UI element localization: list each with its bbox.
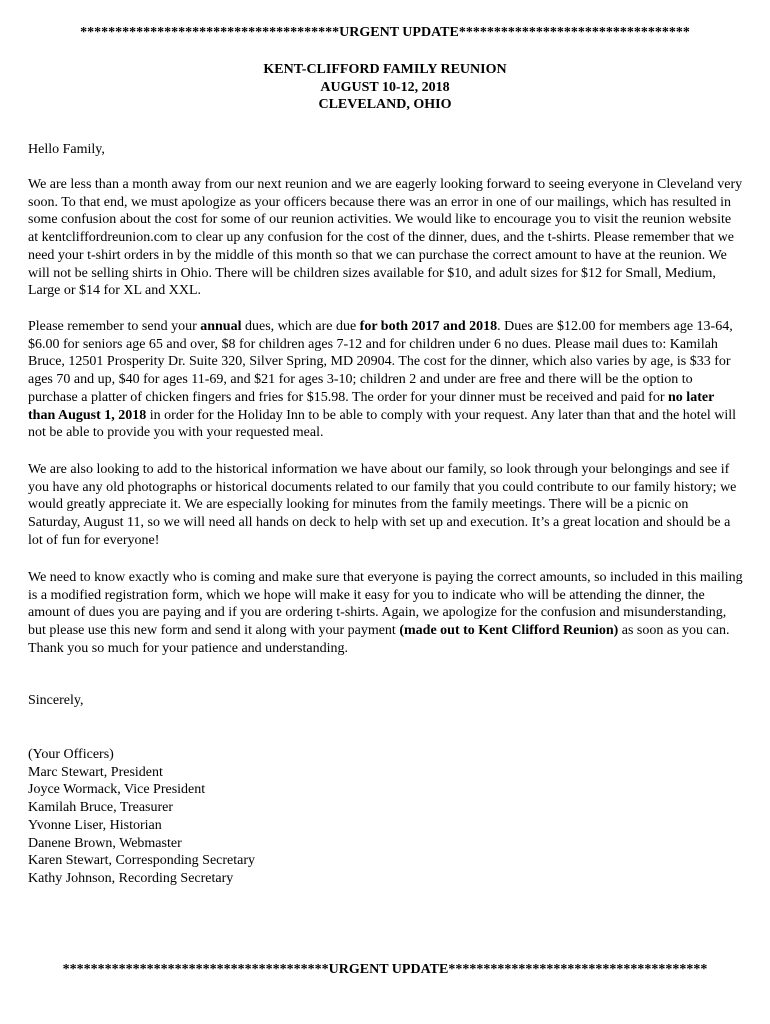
officers-list [28, 746, 744, 888]
officer-item: Yvonne Liser, Historian [28, 817, 162, 833]
reunion-title: KENT-CLIFFORD FAMILY REUNION [263, 62, 507, 77]
letter-header [0, 61, 770, 114]
paragraph-registration [28, 569, 744, 658]
reunion-dates: AUGUST 10-12, 2018 [320, 79, 450, 95]
paragraph-history: We are also looking to add to the historical information we have about our family, so look through your belongings and see if you have any old photographs or historical documents related to our family that you could contribute to our family history; we would greatly appreciate it. We are especially looking for minutes from the family meetings. There will be a picnic on Saturday, August 11, so we will need all hands on deck to help with set up and execution. It’s a great location and should be a lot of fun for everyone! [28, 462, 737, 548]
dues-bold-years: for both 2017 and 2018 [359, 319, 498, 334]
closing: Sincerely, [28, 693, 84, 708]
officer-item: Marc Stewart, President [28, 764, 163, 780]
dues-bold-annual: annual [200, 319, 242, 334]
reunion-location: CLEVELAND, OHIO [318, 97, 452, 112]
paragraph-dues [28, 318, 744, 442]
dues-text-3: . Dues are $12.00 for members age 13-64, $6.00 for seniors age 65 and over, $8 for children ages 7-12 and for children under 6 no dues. Please mail dues to: Kamilah Bruce, 12501 Prosperity Dr. Suite 320, Silver Spring, MD 20904. The cost for the dinner, which also varies by age, is $33 for ages 70 and up, $40 for ages 11-69, and $21 for ages 3-10; children 2 and under are free and there will be the option to purchase a platter of chicken fingers and fries for $15.98. The order for your dinner must be received and paid for [28, 319, 733, 405]
urgent-update-banner-bottom: **************************************URGENT UPDATE************************************* [62, 962, 708, 977]
urgent-update-banner-top: *************************************URGENT UPDATE********************************* [80, 25, 690, 40]
registration-text-2: as soon as you can. Thank you so much for your patience and understanding. [28, 623, 730, 656]
greeting: Hello Family, [28, 142, 105, 157]
dues-text-1: Please remember to send your [28, 319, 201, 334]
dues-text-2: dues, which are due [241, 319, 360, 334]
dues-bold-deadline: no later than August 1, 2018 [28, 389, 715, 423]
officer-item: Kathy Johnson, Recording Secretary [28, 870, 234, 886]
registration-text-1: We need to know exactly who is coming and make sure that everyone is paying the correct amounts, so included in this mailing is a modified registration form, which we hope will make it easy for you to indicate who will be attending the dinner, the amount of dues you are paying and if you are ordering t-shirts. Again, we apologize for the confusion and misunderstanding, but please use this new form and send it along with your payment [28, 570, 743, 639]
paragraph-intro: We are less than a month away from our next reunion and we are eagerly looking forward to seeing everyone in Cleveland very soon. To that end, we must apologize as your officers because there was an error in one of our mailings, which has resulted in some confusion about the cost for some of our reunion activities. We would like to encourage you to visit the reunion website at kentcliffordreunion.com to clear up any confusion for the cost of the dinner, dues, and the t-shirts. Please remember that we need your t-shirt orders in by the middle of this month so that we can purchase the correct amount to have at the reunion. We will not be selling shirts in Ohio. There will be children sizes available for $10, and adult sizes for $12 for Small, Medium, Large or $14 for XL and XXL. [28, 177, 743, 299]
dues-text-4: in order for the Holiday Inn to be able to comply with your request. Any later than that and the hotel will not be able to provide you with your requested meal. [28, 407, 737, 441]
officer-item: Kamilah Bruce, Treasurer [28, 800, 174, 816]
officers-heading: (Your Officers) [28, 747, 114, 762]
registration-bold-payee: (made out to Kent Clifford Reunion) [399, 623, 619, 639]
officer-item: Joyce Wormack, Vice President [28, 782, 206, 798]
officer-item: Danene Brown, Webmaster [28, 835, 182, 851]
officer-item: Karen Stewart, Corresponding Secretary [28, 853, 256, 869]
